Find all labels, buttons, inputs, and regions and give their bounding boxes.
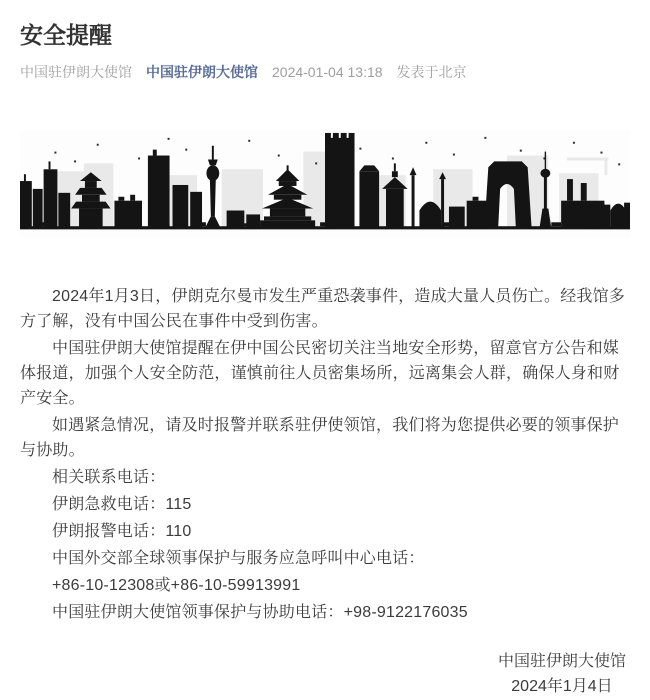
signature xyxy=(20,649,630,699)
article-meta xyxy=(20,62,630,82)
contact-line: 伊朗报警电话：110 xyxy=(52,523,192,540)
banner-image[interactable] xyxy=(20,130,630,238)
signature-date: 2024年1月4日 xyxy=(511,678,613,695)
body-paragraph: 如遇紧急情况，请及时报警并联系驻伊使领馆，我们将为您提供必要的领事保护与协助。 xyxy=(20,417,620,459)
article-body xyxy=(20,284,630,625)
publish-location: 发表于北京 xyxy=(396,64,467,80)
body-paragraph: 中国驻伊朗大使馆提醒在伊中国公民密切关注当地安全形势，留意官方公告和媒体报道，加强个人安全防范，谨慎前往人员密集场所，远离集会人群，确保人身和财产安全。 xyxy=(20,340,620,407)
body-paragraph: 2024年1月3日，伊朗克尔曼市发生严重恐袭事件，造成大量人员伤亡。经我馆多方了解，没有中国公民在事件中受到伤害。 xyxy=(20,288,625,330)
city-skyline-icon xyxy=(20,130,630,238)
author-name: 中国驻伊朗大使馆 xyxy=(20,64,132,80)
contact-line: 中国外交部全球领事保护与服务应急呼叫中心电话： xyxy=(52,550,425,567)
contact-line: 伊朗急救电话：115 xyxy=(52,496,192,513)
contact-line: +86-10-12308或+86-10-59913991 xyxy=(52,577,301,594)
contact-line: 相关联系电话： xyxy=(52,469,166,486)
signature-name: 中国驻伊朗大使馆 xyxy=(497,653,626,670)
contact-line: 中国驻伊朗大使馆领事保护与协助电话：+98-9122176035 xyxy=(52,604,468,621)
account-link[interactable]: 中国驻伊朗大使馆 xyxy=(146,64,258,80)
publish-datetime: 2024-01-04 13:18 xyxy=(272,64,383,80)
article-title: 安全提醒 xyxy=(20,22,112,48)
